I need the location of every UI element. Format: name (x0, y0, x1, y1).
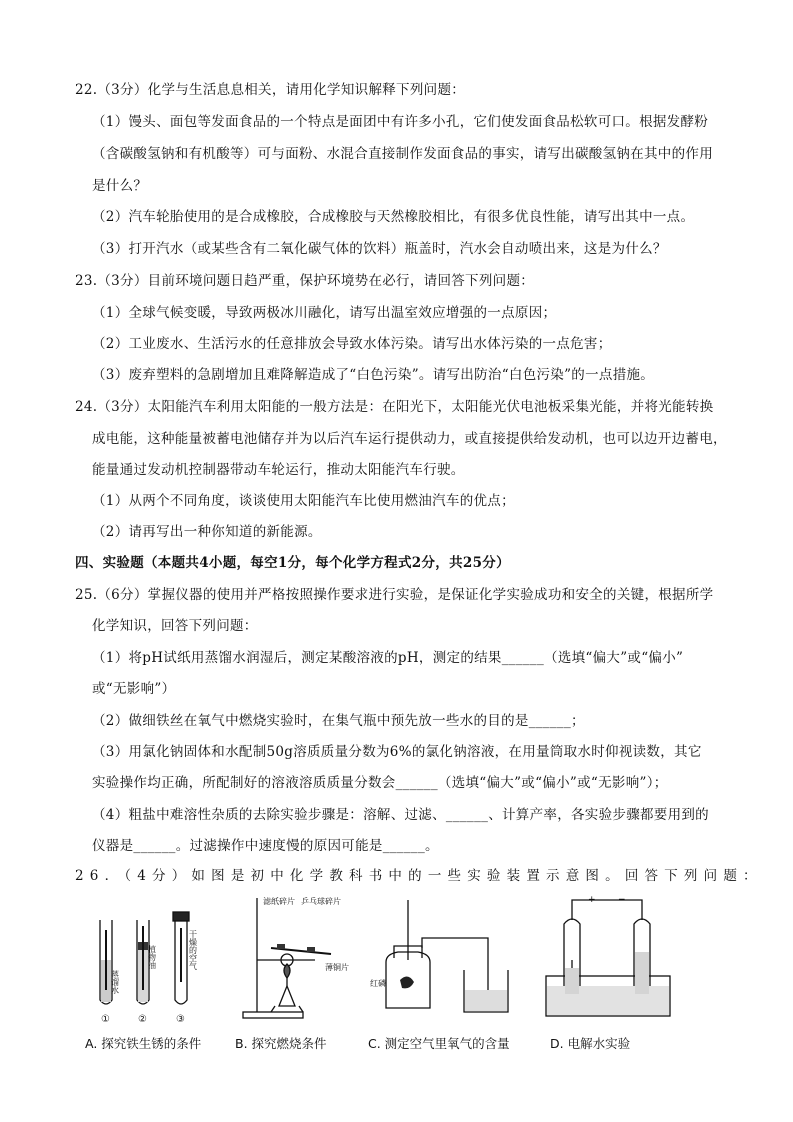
question-24-stem-cont: 成电能，这种能量被蓄电池储存并为以后汽车运行提供动力，或直接提供给发动机，也可以边开边蓄电， (92, 431, 727, 447)
question-26-stem: 26．（4分）如图是初中化学教科书中的一些实验装置示意图。回答下列问题： (75, 868, 763, 884)
label-vegetable-oil: 植物油 (147, 945, 157, 969)
tube-label-1: ① (101, 1014, 110, 1025)
question-24-stem-cont: 能量通过发动机控制器带动车轮运行，推动太阳能汽车行驶。 (92, 462, 465, 478)
question-24-part-2: （2）请再写出一种你知道的新能源。 (92, 524, 322, 540)
label-red-phosphorus: 红磷 (370, 979, 386, 988)
question-25-stem-cont: 化学知识，回答下列问题： (92, 618, 258, 634)
question-22-stem: 22.（3分）化学与生活息息相关，请用化学知识解释下列问题： (75, 82, 466, 98)
oxygen-content-diagram (368, 890, 518, 1030)
question-25-stem: 25.（6分）掌握仪器的使用并严格按照操作要求进行实验，是保证化学实验成功和安全的关键，根据所学 (75, 587, 714, 603)
question-25-part-1-cont: 或“无影响”） (92, 681, 176, 697)
electrode-positive-label: + (588, 895, 596, 905)
question-22-part-3: （3）打开汽水（或某些含有二氧化碳气体的饮料）瓶盖时，汽水会自动喷出来，这是为什么？ (92, 241, 667, 257)
question-22-part-1-cont: 是什么？ (92, 178, 148, 194)
question-25-part-4: （4）粗盐中难溶性杂质的去除实验步骤是：溶解、过滤、______、计算产率，各实验步骤都要用到的 (92, 807, 709, 823)
iron-rusting-diagram (85, 890, 220, 1030)
question-25-part-1: （1）将pH试纸用蒸馏水润湿后，测定某酸溶液的pH，测定的结果______（选填“偏大”或“偏小” (92, 650, 684, 666)
experiment-figures (85, 890, 735, 1050)
electrolysis-diagram (540, 890, 680, 1030)
tube-label-2: ② (138, 1014, 147, 1025)
label-filter-paper: 滤纸碎片 (263, 897, 295, 906)
question-25-part-4-cont: 仪器是______。过滤操作中速度慢的原因可能是______。 (92, 838, 439, 854)
question-23-part-2: （2）工业废水、生活污水的任意排放会导致水体污染。请写出水体污染的一点危害； (92, 336, 612, 352)
question-25-part-3: （3）用氯化钠固体和水配制50g溶质质量分数为6%的氯化钠溶液，在用量筒取水时仰视读数，其它 (92, 744, 702, 760)
figure-b-caption: B. 探究燃烧条件 (235, 1036, 327, 1051)
label-dry-air: 干燥的空气 (188, 930, 198, 970)
label-copper-sheet: 薄铜片 (325, 963, 349, 972)
figure-c-caption: C. 测定空气里氧气的含量 (368, 1036, 510, 1051)
figure-d-electrolysis (540, 890, 680, 1051)
question-24-part-1: （1）从两个不同角度，谈谈使用太阳能汽车比使用燃油汽车的优点； (92, 493, 515, 509)
question-25-part-3-cont: 实验操作均正确，所配制好的溶液溶质质量分数会______（选填“偏大”或“偏小”或“无影响”）； (92, 775, 668, 791)
question-22-part-2: （2）汽车轮胎使用的是合成橡胶，合成橡胶与天然橡胶相比，有很多优良性能，请写出其中一点。 (92, 209, 695, 225)
figure-b-combustion (235, 890, 365, 1051)
question-24-stem: 24.（3分）太阳能汽车利用太阳能的一般方法是：在阳光下，太阳能光伏电池板采集光能，并将光能转换 (75, 399, 714, 415)
label-ping-pong: 乒乓球碎片 (301, 897, 341, 906)
figure-a-iron-rusting (85, 890, 220, 1051)
question-25-part-2: （2）做细铁丝在氧气中燃烧实验时，在集气瓶中预先放一些水的目的是______； (92, 713, 585, 729)
question-23-part-1: （1）全球气候变暖，导致两极冰川融化，请写出温室效应增强的一点原因； (92, 305, 557, 321)
question-23-stem: 23.（3分）目前环境问题日趋严重，保护环境势在必行，请回答下列问题： (75, 273, 535, 289)
combustion-diagram (235, 890, 365, 1030)
label-distilled-water: 蒸馏水 (110, 970, 120, 994)
question-23-part-3: （3）废弃塑料的急剧增加且难降解造成了“白色污染”。请写出防治“白色污染”的一点措施。 (92, 367, 655, 383)
figure-a-caption: A. 探究铁生锈的条件 (85, 1036, 202, 1051)
electrode-negative-label: − (618, 895, 626, 905)
tube-label-3: ③ (176, 1014, 185, 1025)
figure-c-oxygen-content (368, 890, 518, 1051)
question-22-part-1-cont: （含碳酸氢钠和有机酸等）可与面粉、水混合直接制作发面食品的事实，请写出碳酸氢钠在其中的作用 (92, 146, 713, 162)
question-22-part-1: （1）馒头、面包等发面食品的一个特点是面团中有许多小孔，它们使发面食品松软可口。根据发酵粉 (92, 114, 709, 130)
section-4-heading: 四、实验题（本题共4小题，每空1分，每个化学方程式2分，共25分） (75, 555, 510, 571)
figure-d-caption: D. 电解水实验 (550, 1036, 631, 1051)
